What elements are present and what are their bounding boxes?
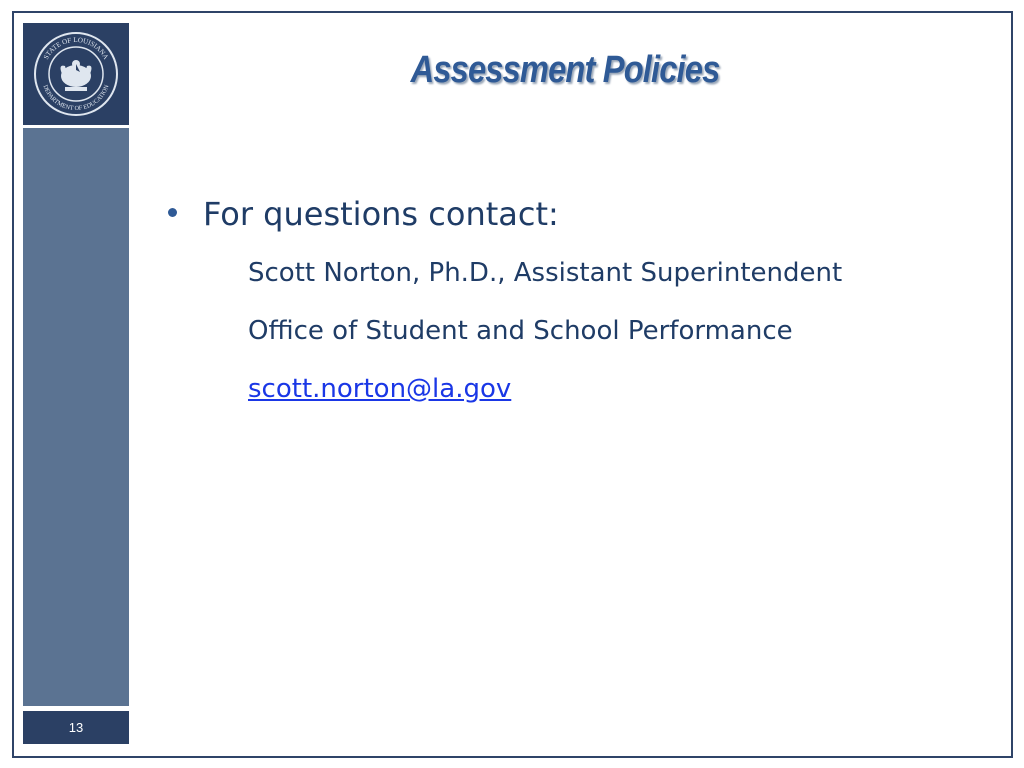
contact-name-line: Scott Norton, Ph.D., Assistant Superintendent bbox=[248, 258, 843, 288]
slide-content bbox=[160, 188, 1000, 418]
slide-title: Assessment Policies bbox=[410, 49, 720, 91]
bullet-dot-icon bbox=[168, 208, 177, 217]
page-number: 13 bbox=[68, 720, 84, 735]
page-number-box bbox=[23, 711, 129, 744]
contact-office-line: Office of Student and School Performance bbox=[248, 316, 793, 346]
side-bar bbox=[23, 128, 129, 706]
bullet-item bbox=[160, 188, 1000, 240]
bullet-heading: For questions contact: bbox=[203, 195, 559, 233]
logo-text-bottom: DEPARTMENT OF EDUCATION bbox=[41, 83, 111, 113]
logo-text-top: STATE OF LOUISIANA bbox=[42, 35, 110, 61]
louisiana-doe-seal-icon bbox=[32, 30, 120, 118]
logo-panel bbox=[23, 23, 129, 125]
contact-email-line bbox=[248, 360, 1000, 418]
email-link[interactable]: scott.norton@la.gov bbox=[248, 374, 512, 404]
